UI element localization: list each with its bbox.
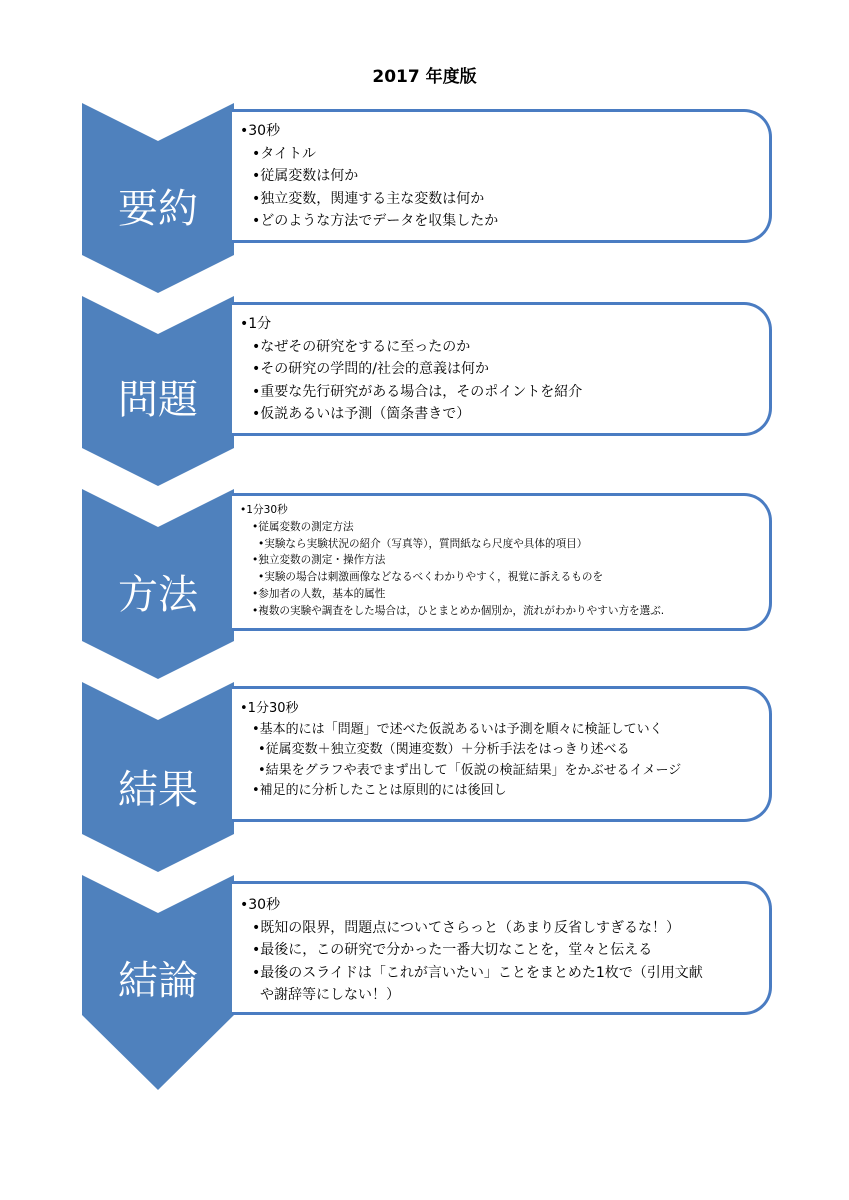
content-box-summary [232,109,772,243]
text-line: •なぜその研究をするに至ったのか [252,338,471,355]
text-line: •従属変数＋独立変数（関連変数）＋分析手法をはっきり述べる [258,742,630,757]
text-line: •どのような方法でデータを収集したか [252,213,499,229]
step-label-problem: 問題 [118,377,198,423]
text-line: •1分 [240,316,272,332]
text-line: •最後に，この研究で分かった一番大切なことを，堂々と伝える [252,942,653,958]
text-line: •仮説あるいは予測（箇条書きで） [252,406,471,422]
text-line: •補足的に分析したことは原則的には後回し [252,783,507,798]
text-line: •結果をグラフや表でまず出して「仮説の検証結果」をかぶせるイメージ [258,762,682,778]
content-box-problem [232,302,772,436]
text-line: •独立変数，関連する主な変数は何か [252,190,485,207]
step-label-method: 方法 [118,572,198,618]
text-line: •既知の限界，問題点についてさらっと（あまり反省しすぎるな！） [252,919,680,936]
step-problem [0,296,849,486]
step-method [0,489,849,679]
step-results [0,682,849,872]
text-line: •複数の実験や調査をした場合は，ひとまとめか個別か，流れがわかりやすい方を選ぶ. [252,604,665,617]
step-label-summary: 要約 [118,186,198,232]
text-line: •従属変数の測定方法 [252,520,354,533]
text-line: •その研究の学問的/社会的意義は何か [252,361,489,377]
text-line: •30秒 [240,123,281,139]
step-conclusion [0,875,849,1090]
text-line: •実験なら実験状況の紹介（写真等），質問紙なら尺度や具体的項目） [258,537,588,550]
step-summary [0,103,849,293]
text-line: •1分30秒 [240,504,288,516]
text-line: •30秒 [240,897,281,913]
text-line: •最後のスライドは「これが言いたい」ことをまとめた1枚で（引用文献 [252,964,703,981]
text-line: •参加者の人数，基本的属性 [252,587,386,600]
text-line: •実験の場合は刺激画像などなるべくわかりやすく，視覚に訴えるものを [258,571,604,584]
text-line: •重要な先行研究がある場合は，そのポイントを紹介 [252,383,583,400]
text-line: •従属変数は何か [252,168,359,184]
content-box-method [232,493,772,631]
content-box-results [232,686,772,822]
text-line: •基本的には「問題」で述べた仮説あるいは予測を順々に検証していく [252,721,663,737]
step-label-conclusion: 結論 [118,958,198,1004]
page-title: 2017 年度版 [372,67,477,87]
text-line: •独立変数の測定・操作方法 [252,554,386,567]
content-box-conclusion [232,881,772,1015]
text-line: や謝辞等にしない！） [260,987,400,1003]
step-label-results: 結果 [118,767,198,813]
text-line: •タイトル [252,145,316,162]
text-line: •1分30秒 [240,701,299,716]
